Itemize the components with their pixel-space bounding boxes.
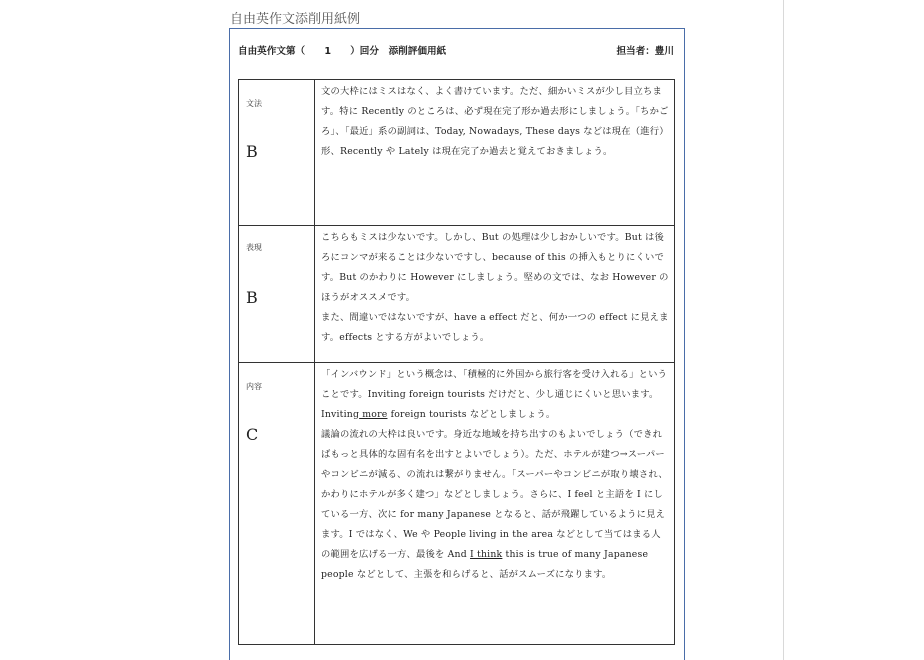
comment-text: こちらもミスは少ないです。しかし、But の処理は少しおかしいです。But は後ろにコンマが来ることは少ないですし、because of this の挿入もとりにくいです。But のかわりに However にしましょう。堅めの文では、なお However のほうがオススメです。 xyxy=(321,232,669,303)
table-row-expression xyxy=(239,225,674,362)
comment-paragraph xyxy=(321,365,669,425)
page-divider xyxy=(783,0,784,660)
grade-value: B xyxy=(246,142,258,161)
comment-text: foreign tourists などとしましょう。 xyxy=(387,409,556,420)
comment-text: 「インバウンド」という概念は、「積極的に外国から旅行客を受け入れる」ということです。Inviting foreign tourists だけだと、少し通じにくいと思います。Inviting xyxy=(321,369,668,420)
comment-text: this is true of many Japanese people などとして、主張を和らげると、話がスムーズになります。 xyxy=(321,549,649,580)
sheet-title: 自由英作文第（ 1 ）回分 添削評価用紙 xyxy=(238,46,447,57)
table-row-content xyxy=(239,362,674,644)
document-caption: 自由英作文添削用紙例 xyxy=(230,12,361,27)
comment-cell xyxy=(315,363,674,644)
underlined-text: I think xyxy=(470,549,503,560)
grade-value: B xyxy=(246,288,258,307)
category-cell xyxy=(239,80,315,225)
category-label: 文法 xyxy=(246,99,262,108)
category-cell xyxy=(239,226,315,362)
sheet-header xyxy=(238,43,674,59)
comment-text: 議論の流れの大枠は良いです。身近な地域を持ち出すのもよいでしょう（できればもっと具体的な固有名を出すとよいでしょう）。ただ、ホテルが建つ→スーパーやコンビニが減る、の流れは繋がりません。「スーパーやコンビニが取り壊され、かわりにホテルが多く建つ」などとしましょう。さらに、I feel と主語を I にしている一方、次に for many Japanese となると、話が飛躍しているように見えます。I ではなく、We や People living in the area などとして当てはまる人の範囲を広げる一方、最後を And xyxy=(321,429,668,560)
grader-name: 担当者：豊川 xyxy=(616,46,674,57)
category-label: 内容 xyxy=(246,382,262,391)
grade-value: C xyxy=(246,425,259,444)
comment-cell xyxy=(315,226,674,362)
table-row-grammar xyxy=(239,80,674,225)
comment-text: また、間違いではないですが、have a effect だと、何か一つの effect に見えます。effects とする方がよいでしょう。 xyxy=(321,312,669,343)
category-label: 表現 xyxy=(246,243,262,252)
comment-text: 文の大枠にはミスはなく、よく書けています。ただ、細かいミスが少し目立ちます。特に Recently のところは、必ず現在完了形か過去形にしましょう。「ちかごろ」、「最近」系の副詞は、Today, Nowadays, These days などは現在（進行）形、Recently や Lately は現在完了か過去と覚えておきましょう。 xyxy=(321,86,669,157)
underlined-text: more xyxy=(359,409,388,420)
category-cell xyxy=(239,363,315,644)
comment-cell xyxy=(315,80,674,225)
correction-sheet xyxy=(229,28,685,660)
evaluation-table xyxy=(238,79,675,645)
comment-paragraph xyxy=(321,425,669,585)
